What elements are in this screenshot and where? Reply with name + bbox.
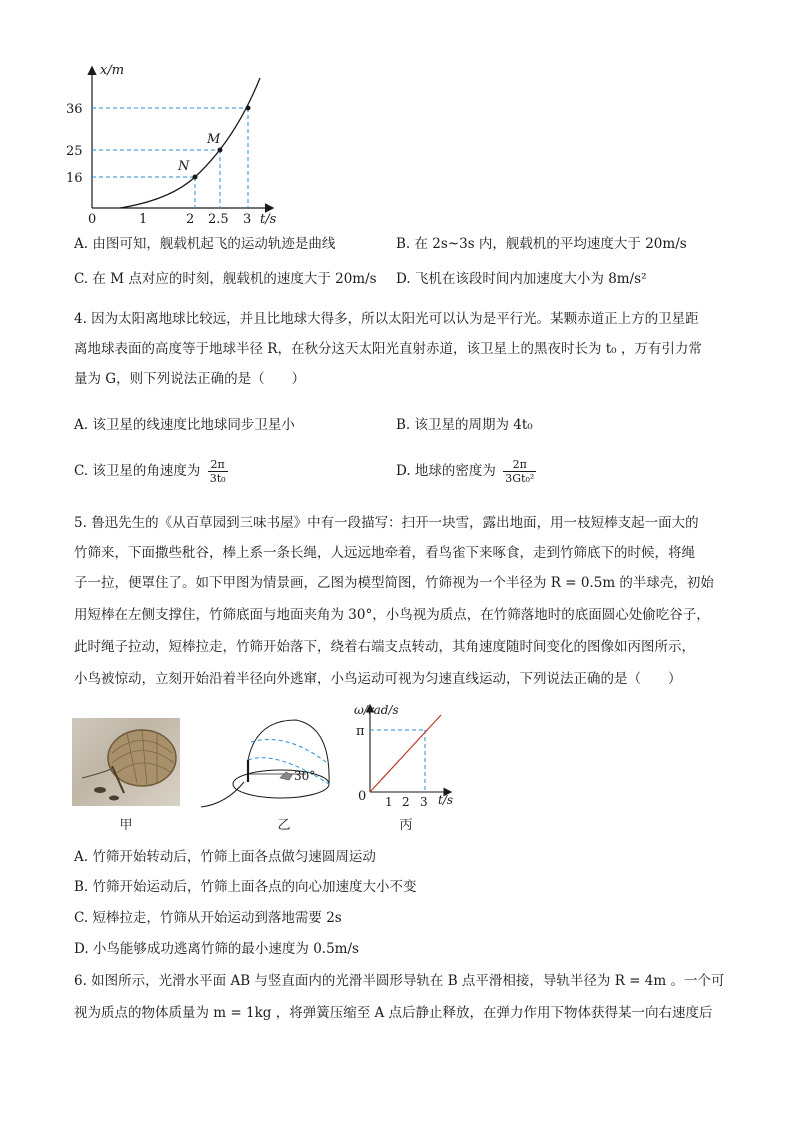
q5-option-c: C. 短棒拉走，竹筛从开始运动到落地需要 2s — [74, 910, 342, 926]
q3-option-b: B. 在 2s~3s 内，舰载机的平均速度大于 20m/s — [396, 236, 687, 252]
q3-option-a: A. 由图可知，舰载机起飞的运动轨迹是曲线 — [74, 236, 336, 252]
q3-option-d: D. 飞机在该段时间内加速度大小为 8m/s² — [396, 271, 647, 287]
q3-option-c: C. 在 M 点对应的时刻，舰载机的速度大于 20m/s — [74, 271, 377, 287]
wt-origin: 0 — [358, 789, 367, 804]
caption-bing: 丙 — [399, 818, 413, 833]
wt-line — [370, 715, 441, 792]
label-n: N — [178, 159, 190, 174]
q4-option-d-den: 3Gt₀² — [505, 472, 535, 485]
q4-option-c-fraction — [208, 458, 228, 485]
q4-option-c-num: 2π — [208, 458, 228, 472]
xt-origin: 0 — [88, 212, 97, 227]
wt-xtick-2: 2 — [402, 795, 410, 809]
xt-xtick-2: 2 — [186, 212, 195, 227]
caption-yi: 乙 — [277, 818, 291, 833]
q5-stem-line-3: 子一拉，便罩住了。如下甲图为情景画，乙图为模型简图，竹筛视为一个半径为 R = 0.5m 的半球壳，初始 — [74, 575, 714, 591]
label-m: M — [207, 132, 221, 147]
q4-stem-line-1: 4. 因为太阳离地球比较远，并且比地球大得多，所以太阳光可以认为是平行光。某颗赤道正上方的卫星距 — [74, 311, 699, 327]
wt-y-label: ω/rad/s — [354, 703, 399, 717]
point-end — [246, 106, 251, 111]
bird-icon — [280, 772, 292, 780]
xt-ytick-36: 36 — [66, 102, 83, 117]
tilted-rim-upper — [251, 740, 326, 763]
q5-stem-line-6: 小鸟被惊动，立刻开始沿着半径向外逃窜，小鸟运动可视为匀速直线运动，下列说法正确的是（ ） — [74, 671, 682, 687]
scene-photo — [72, 718, 180, 806]
wt-graph — [340, 700, 470, 815]
xt-graph — [60, 60, 300, 230]
wt-xtick-1: 1 — [385, 795, 393, 809]
wt-xtick-3: 3 — [420, 795, 428, 809]
q5-option-b: B. 竹筛开始运动后，竹筛上面各点的向心加速度大小不变 — [74, 879, 417, 895]
wt-ytick-pi: π — [356, 724, 365, 739]
xt-xtick-1: 1 — [139, 212, 148, 227]
q4-option-d-num: 2π — [503, 458, 536, 472]
caption-jia: 甲 — [119, 818, 133, 833]
q4-option-d — [396, 458, 536, 485]
sieve-photo-illustration — [72, 718, 180, 806]
q5-stem-line-1: 5. 鲁迅先生的《从百草园到三味书屋》中有一段描写：扫开一块雪，露出地面，用一枝短棒支起一面大的 — [74, 515, 699, 531]
xt-x-label: t/s — [260, 212, 277, 227]
q5-stem-line-4: 用短棒在左侧支撑住，竹筛底面与地面夹角为 30°，小鸟视为质点，在竹筛落地时的底面圆心处偷吃谷子， — [74, 607, 710, 623]
wt-x-label: t/s — [438, 793, 454, 807]
q6-stem-line-1: 6. 如图所示，光滑水平面 AB 与竖直面内的光滑半圆形导轨在 B 点平滑相接，导轨半径为 R = 4m 。一个可 — [74, 973, 725, 989]
q4-option-c-den: 3t₀ — [209, 472, 226, 485]
q6-stem-line-2: 视为质点的物体质量为 m = 1kg ，将弹簧压缩至 A 点后静止释放，在弹力作用下物体获得某一向右速度后 — [74, 1005, 713, 1021]
point-n — [193, 175, 198, 180]
q4-option-d-fraction — [503, 458, 536, 485]
q5-stem-line-2: 竹筛来，下面撒些秕谷，棒上系一条长绳，人远远地牵着，看鸟雀下来啄食，走到竹筛底下的时候，将绳 — [74, 545, 695, 561]
point-m — [218, 148, 223, 153]
rope — [201, 782, 244, 807]
q4-option-d-text: D. 地球的密度为 — [396, 463, 496, 479]
xt-ytick-16: 16 — [66, 171, 83, 186]
model-diagram — [196, 712, 336, 812]
xt-curve — [120, 78, 260, 208]
xt-ytick-25: 25 — [66, 144, 83, 159]
q5-option-a: A. 竹筛开始转动后，竹筛上面各点做匀速圆周运动 — [74, 849, 376, 865]
q5-stem-line-5: 此时绳子拉动，短棒拉走，竹筛开始落下，绕着右端支点转动，其角速度随时间变化的图像如丙图所示， — [74, 639, 695, 655]
q5-option-d: D. 小鸟能够成功逃离竹筛的最小速度为 0.5m/s — [74, 941, 359, 957]
xt-xtick-2-5: 2.5 — [208, 212, 229, 227]
q4-option-b: B. 该卫星的周期为 4t₀ — [396, 417, 533, 433]
q4-stem-line-2: 离地球表面的高度等于地球半径 R，在秋分这天太阳光直射赤道，该卫星上的黑夜时长为 t₀ ，万有引力常 — [74, 341, 702, 357]
q4-option-a: A. 该卫星的线速度比地球同步卫星小 — [74, 417, 295, 433]
angle-label: 30° — [294, 769, 316, 783]
q4-stem-line-3: 量为 G，则下列说法正确的是（ ） — [74, 371, 306, 387]
xt-y-label: x/m — [100, 63, 125, 78]
q4-option-c-text: C. 该卫星的角速度为 — [74, 463, 201, 479]
xt-xtick-3: 3 — [243, 212, 252, 227]
q4-option-c — [74, 458, 228, 485]
